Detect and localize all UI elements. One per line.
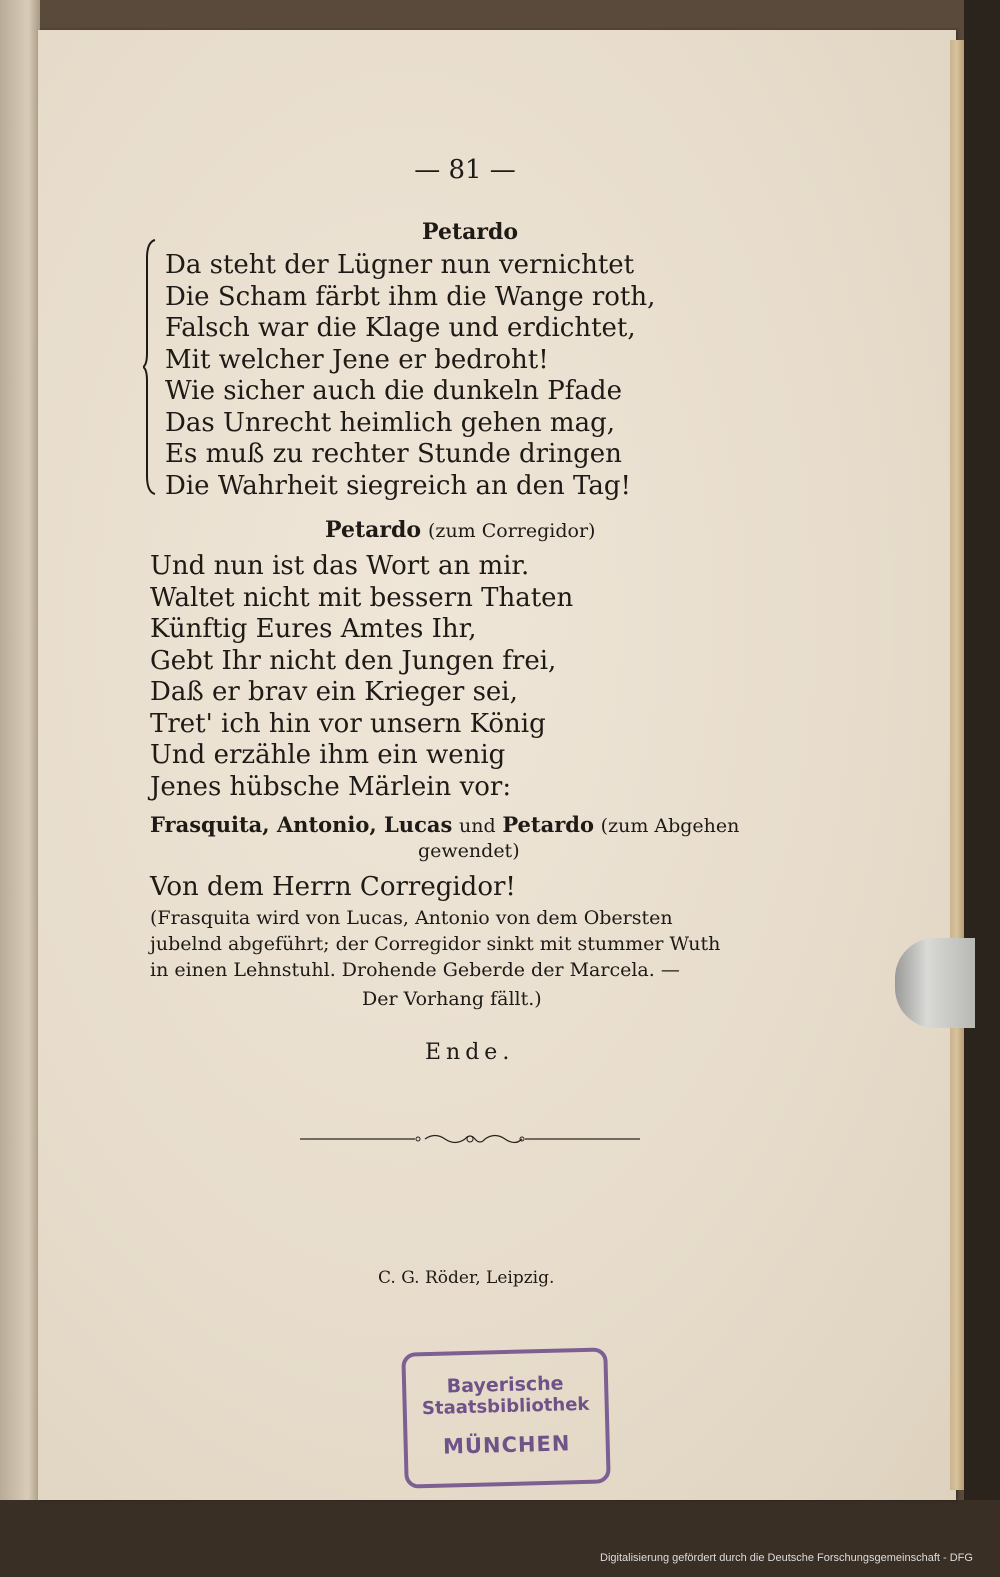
verse-line: Mit welcher Jene er bedroht!: [165, 344, 549, 375]
verse-line: Die Scham färbt ihm die Wange roth,: [165, 281, 656, 312]
ende: Ende.: [425, 1040, 515, 1065]
background-bottom: [0, 1500, 1000, 1577]
background-right: [964, 0, 1000, 1577]
printer-imprint: C. G. Röder, Leipzig.: [378, 1268, 555, 1288]
verse-line: Und nun ist das Wort an mir.: [150, 551, 530, 581]
speaker-petardo-2: Petardo: [325, 517, 422, 543]
stage-hint-cont: gewendet): [418, 840, 520, 862]
speakers-group: Frasquita, Antonio, Lucas: [150, 812, 453, 837]
verse-line: Die Wahrheit siegreich an den Tag!: [165, 470, 631, 501]
footer-credit: Digitalisierung gefördert durch die Deutsche Forschungsgemeinschaft - DFG: [600, 1552, 973, 1564]
stamp-line: MÜNCHEN: [442, 1431, 571, 1459]
stamp-line: Bayerische: [446, 1372, 564, 1398]
ornament-divider: [300, 1128, 640, 1150]
speaker-heading-2: [325, 517, 595, 543]
verse-line: Und erzähle ihm ein wenig: [150, 740, 506, 770]
stage-line: jubelnd abgeführt; der Corregidor sinkt mit stummer Wuth: [150, 933, 721, 955]
stage-line: (Frasquita wird von Lucas, Antonio von dem Obersten: [150, 907, 673, 929]
page-clip: [895, 938, 975, 1028]
verse-line: Es muß zu rechter Stunde dringen: [165, 439, 622, 469]
verse-line: Waltet nicht mit bessern Thaten: [150, 582, 574, 613]
verse-block-1: [165, 250, 655, 502]
verse-line: Das Unrecht heimlich gehen mag,: [165, 407, 615, 438]
curly-brace: [143, 238, 159, 496]
verse-line-final: Von dem Herrn Corregidor!: [150, 872, 516, 902]
verse-line: Wie sicher auch die dunkeln Pfade: [165, 376, 622, 406]
stage-line: in einen Lehnstuhl. Drohende Geberde der Marcela. —: [150, 959, 680, 981]
stage-direction-last: Der Vorhang fällt.): [362, 988, 542, 1010]
verse-line: Daß er brav ein Krieger sei,: [150, 677, 518, 707]
verse-line: Falsch war die Klage und erdichtet,: [165, 313, 636, 343]
verse-line: Künftig Eures Amtes Ihr,: [150, 614, 477, 644]
speaker-petardo-1: Petardo: [422, 219, 519, 245]
verse-line: Gebt Ihr nicht den Jungen frei,: [150, 645, 557, 676]
stage-hint: (zum Abgehen: [600, 815, 740, 837]
verse-line: Tret' ich hin vor unsern König: [150, 708, 546, 739]
verse-line: Jenes hübsche Märlein vor:: [150, 771, 512, 802]
verse-line: Da steht der Lügner nun vernichtet: [165, 250, 635, 280]
page-number: — 81 —: [414, 155, 516, 185]
speaker-heading-3: [150, 812, 739, 837]
speaker-petardo-3: Petardo: [502, 812, 594, 837]
stage-direction: [150, 905, 720, 983]
page-edge-right: [950, 40, 964, 1490]
stamp-line: Staatsbibliothek: [421, 1393, 590, 1420]
library-stamp: [401, 1347, 610, 1488]
stage-hint: (zum Corregidor): [428, 520, 596, 542]
left-page-edge: [0, 0, 40, 1510]
verse-block-2: [150, 551, 573, 803]
conjunction: und: [458, 815, 496, 837]
